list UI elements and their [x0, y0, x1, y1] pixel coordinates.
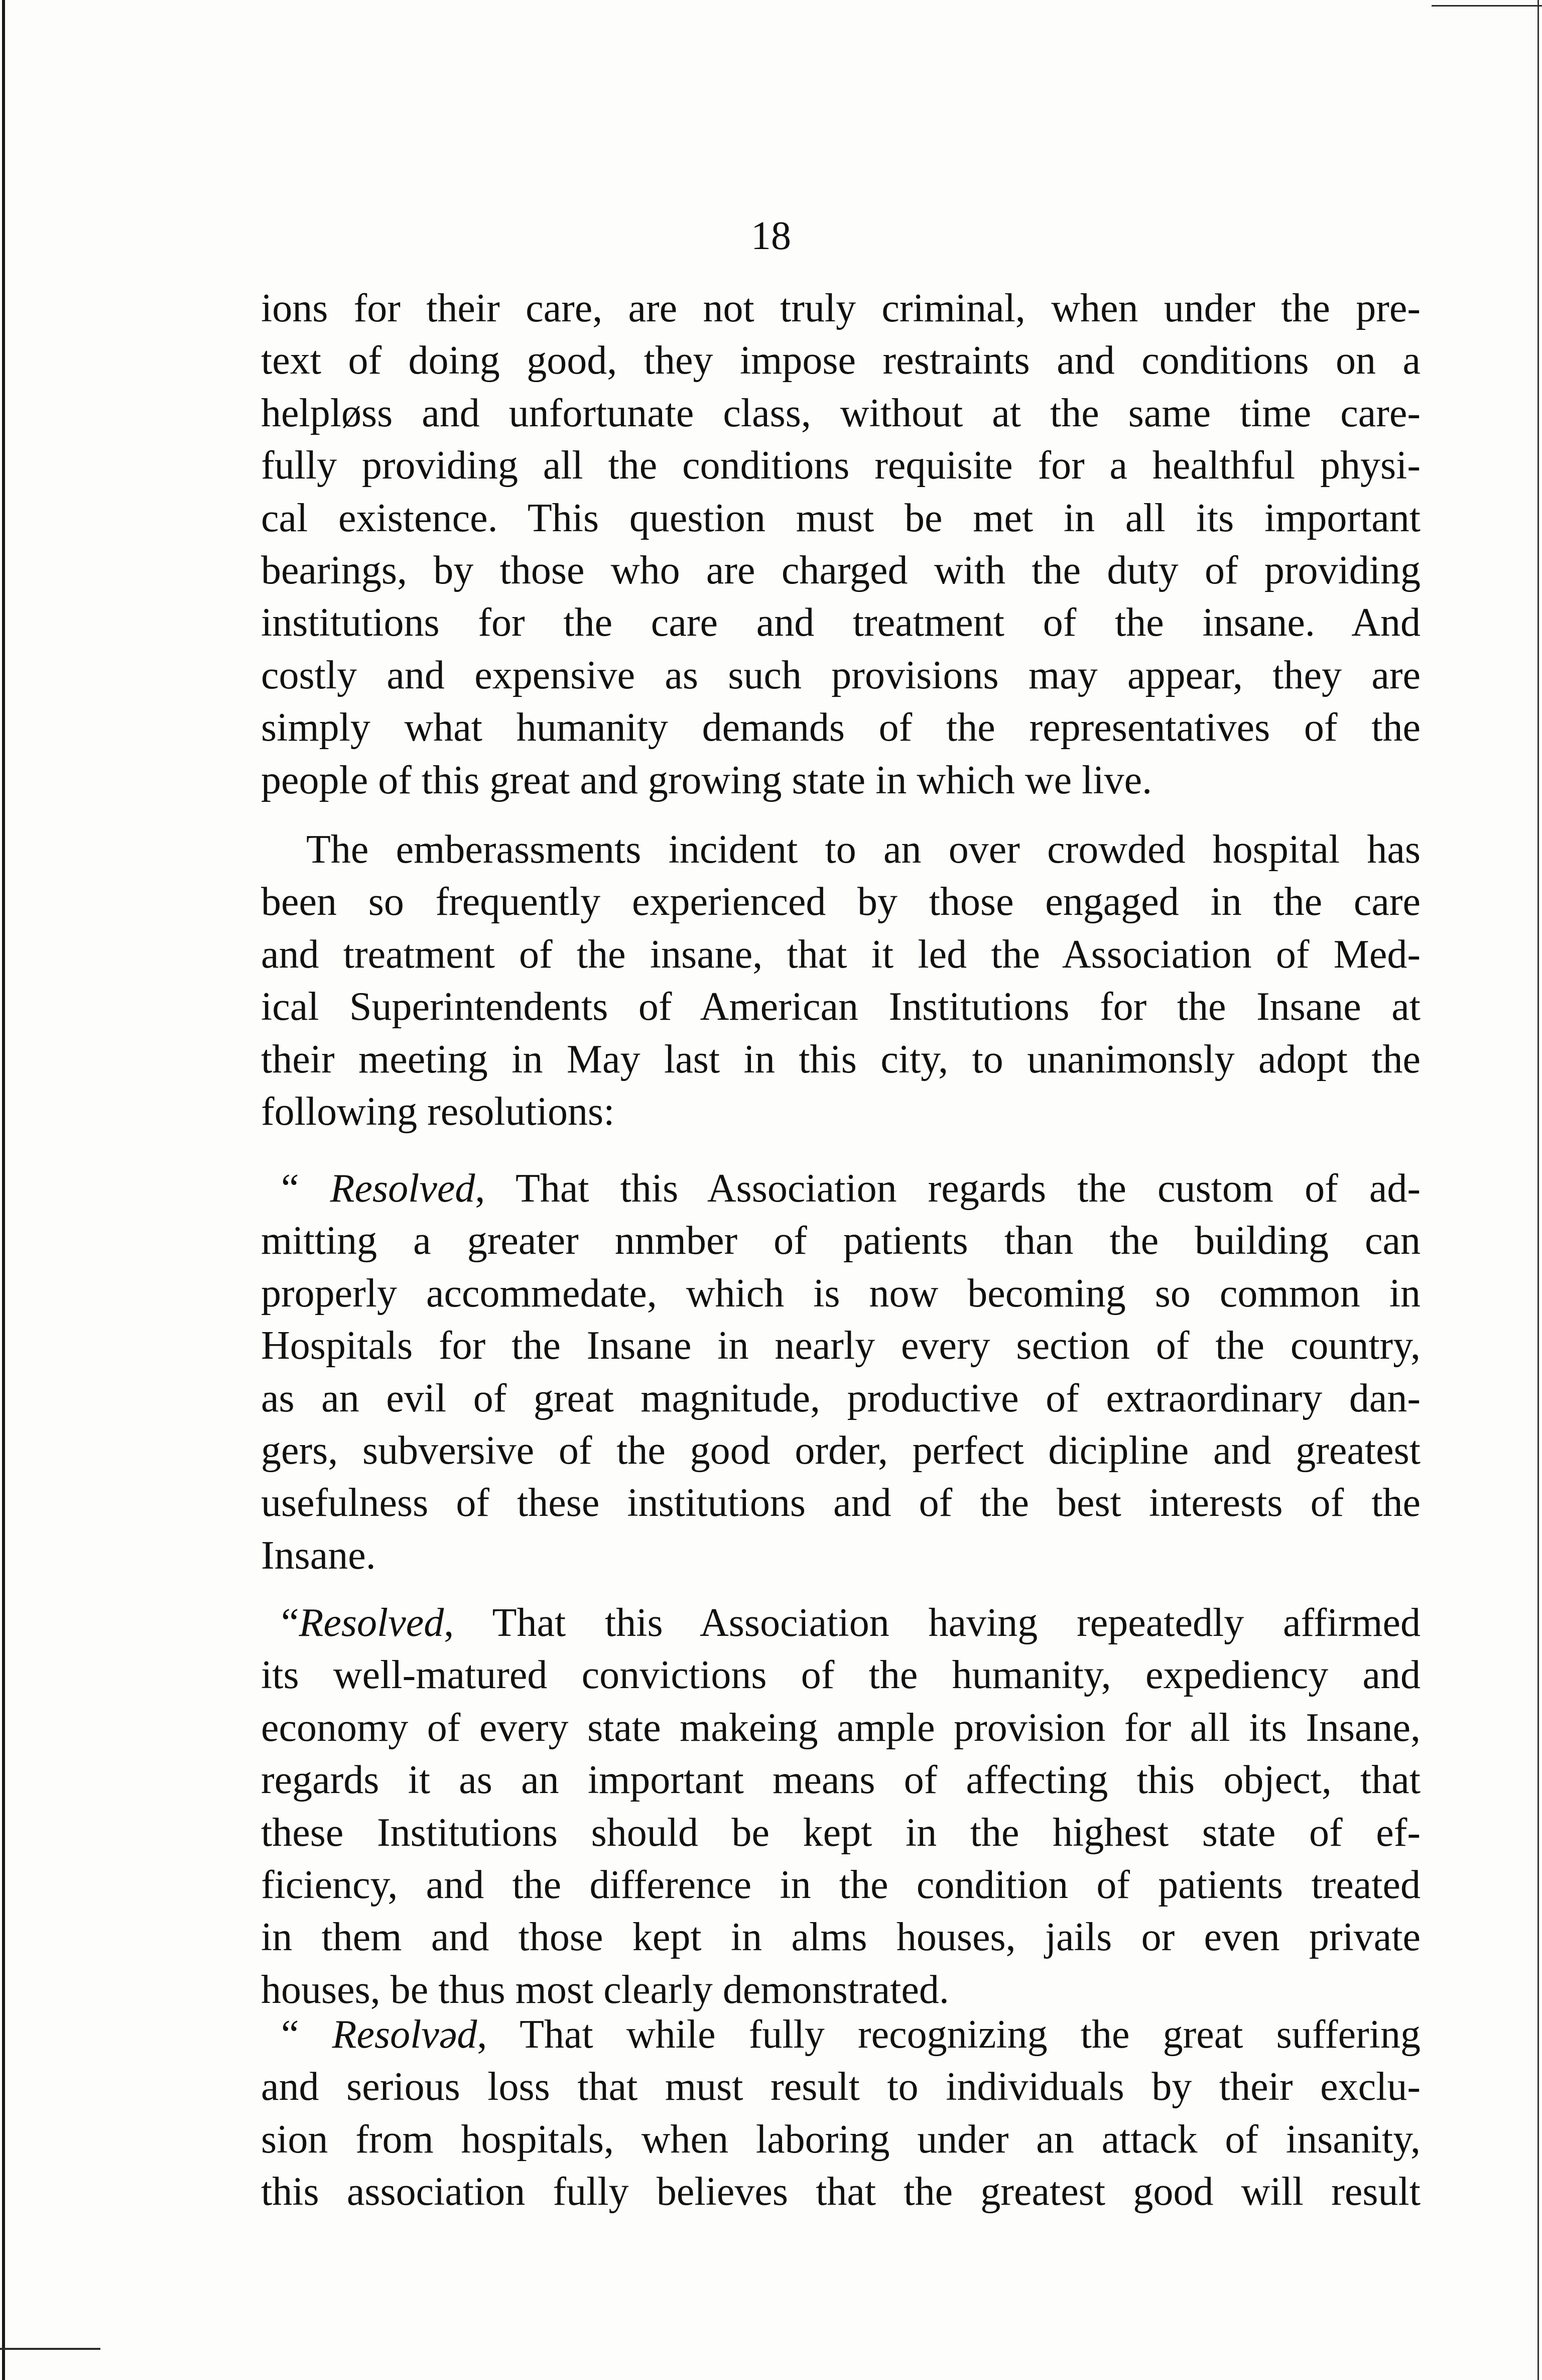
text-line: been so frequently experienced by those engaged in the care [261, 880, 1421, 924]
text-line: properly accommedate, which is now becoming so common in [261, 1271, 1421, 1316]
text-line: gers, subversive of the good order, perfect dicipline and greatest [261, 1428, 1421, 1473]
text-line: sion from hospitals, when laboring under an attack of insanity, [261, 2117, 1421, 2162]
text-line: this association fully believes that the greatest good will result [261, 2170, 1421, 2214]
text-line: usefulness of these institutions and of the best interests of the [261, 1481, 1421, 1525]
text-line: bearings, by those who are charged with the duty of providing [261, 548, 1421, 592]
text-line: costly and expensive as such provisions may appear, they are [261, 653, 1421, 697]
paragraph-1 [261, 282, 1421, 806]
page-edge-top-right [1432, 5, 1542, 7]
resolved-keyword: Resolved [299, 1601, 444, 1645]
text-line: “ Resolvəd, That while fully recognizing the great suffering [281, 2012, 1421, 2057]
text-line: ficiency, and the difference in the condition of patients treated [261, 1862, 1421, 1907]
page-edge-bottom-left [0, 2348, 100, 2350]
text-line: in them and those kept in alms houses, jails or even private [261, 1915, 1421, 1960]
text-line: “ Resolved, That this Association regards the custom of ad- [281, 1166, 1421, 1211]
text-line: cal existence. This question must be met in all its important [261, 496, 1421, 540]
resolved-keyword: Resolved [330, 1166, 475, 1211]
page-edge-right [1537, 0, 1539, 2380]
text-line: fully providing all the conditions requisite for a healthful physi- [261, 443, 1421, 488]
text-line: regards it as an important means of affecting this object, that [261, 1758, 1421, 1803]
text-line: houses, be thus most clearly demonstrated. [261, 1967, 949, 2012]
paragraph-2 [261, 823, 1421, 1138]
resolved-keyword: Resolvəd [332, 2012, 477, 2057]
resolution-3 [261, 2008, 1421, 2218]
text-line: and serious loss that must result to individuals by their exclu- [261, 2065, 1421, 2109]
text-line: “Resolved, That this Association having repeatedly affirmed [281, 1601, 1421, 1645]
text-line: economy of every state makeing ample provision for all its Insane, [261, 1705, 1421, 1750]
text-line: their meeting in May last in this city, to unanimonsly adopt the [261, 1037, 1421, 1082]
resolution-1 [261, 1162, 1421, 1582]
text-line: text of doing good, they impose restraints and conditions on a [261, 338, 1421, 383]
text-line: its well-matured convictions of the humanity, expediency and [261, 1653, 1421, 1698]
text-line: Insane. [261, 1533, 376, 1578]
resolution-2 [261, 1597, 1421, 2016]
text-line: Hospitals for the Insane in nearly every section of the country, [261, 1324, 1421, 1368]
page-number: 18 [751, 214, 791, 258]
text-line: ical Superintendents of American Institutions for the Insane at [261, 985, 1421, 1029]
text-line: mitting a greater nnmber of patients than the building can [261, 1219, 1421, 1263]
text-line: institutions for the care and treatment of the insane. And [261, 601, 1421, 645]
text-line: these Institutions should be kept in the highest state of ef- [261, 1810, 1421, 1855]
text-line: helpløss and unfortunate class, without at the same time care- [261, 391, 1421, 435]
text-line: ions for their care, are not truly criminal, when under the pre- [261, 286, 1421, 330]
text-line: and treatment of the insane, that it led the Association of Med- [261, 932, 1421, 977]
text-line: The emberassments incident to an over crowded hospital has [306, 827, 1421, 872]
text-line: simply what humanity demands of the representatives of the [261, 705, 1421, 750]
page-edge-left [2, 0, 5, 2380]
text-line: following resolutions: [261, 1089, 615, 1134]
text-line: people of this great and growing state in which we live. [261, 758, 1152, 802]
text-line: as an evil of great magnitude, productive of extraordinary dan- [261, 1376, 1421, 1420]
